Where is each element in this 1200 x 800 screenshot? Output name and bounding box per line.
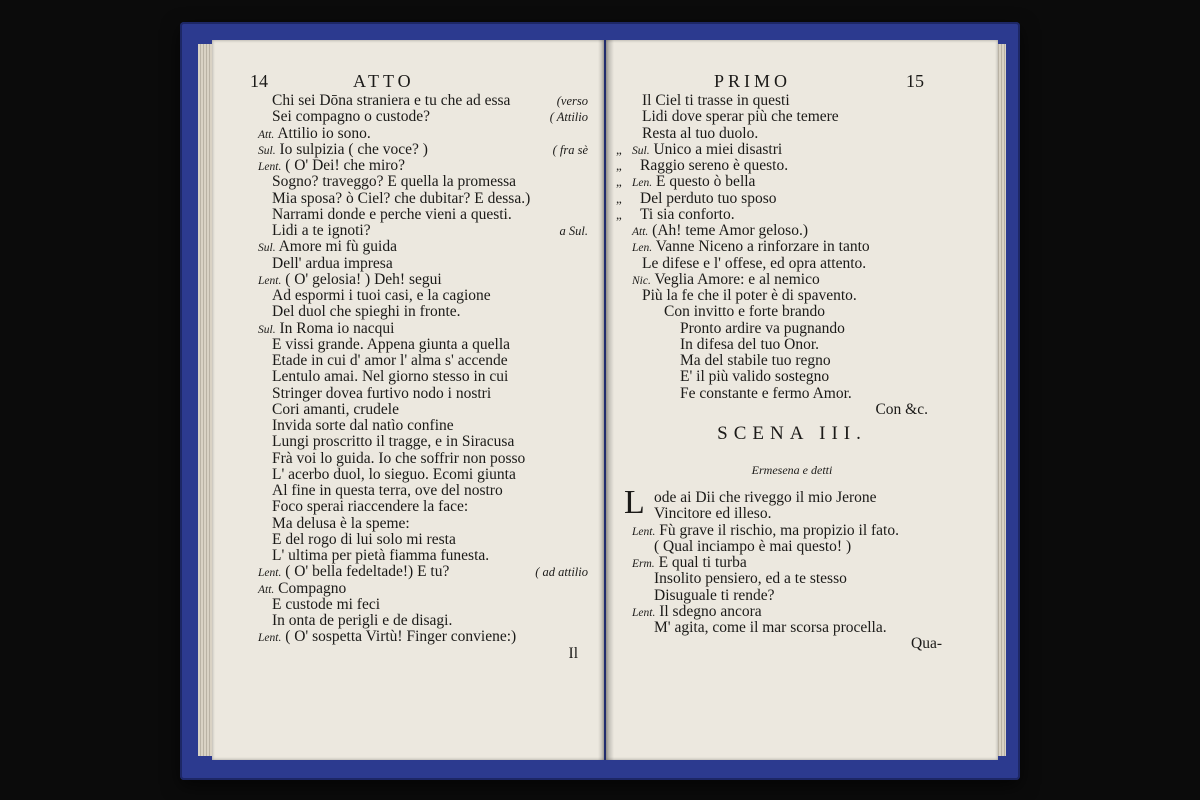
text-line: [258, 402, 588, 418]
speaker-label: Sul.: [258, 242, 276, 255]
aria-end: [632, 402, 952, 418]
line-text: In Roma io nacqui: [279, 319, 395, 337]
right-lines: [616, 92, 952, 304]
stage-direction: ( Attilio: [549, 110, 588, 125]
quotation-mark: „: [616, 206, 622, 222]
left-running-header: [250, 71, 588, 93]
line-text: L' acerbo duol, lo sieguo. Ecomi giunta: [272, 465, 516, 483]
stage-direction: a Sul.: [559, 224, 588, 238]
line-text: Stringer dovea furtivo nodo i nostri: [272, 384, 492, 402]
text-line: [258, 321, 588, 337]
text-line: [258, 353, 588, 369]
line-text: Unico a miei disastri: [653, 140, 783, 158]
speaker-label: Sul.: [258, 323, 276, 336]
speaker-label: Lent.: [632, 525, 656, 538]
text-line: [258, 548, 588, 564]
line-text: Invida sorte dal natìo confine: [272, 417, 454, 434]
text-line: [258, 386, 588, 402]
line-text: Cori amanti, crudele: [272, 400, 399, 418]
stage-direction: (verso: [556, 94, 588, 108]
speaker-label: Lent.: [258, 161, 282, 173]
line-text: Attilio io sono.: [277, 124, 371, 142]
text-line: [632, 523, 952, 539]
catchword: [632, 636, 952, 652]
line-text: Dell' ardua impresa: [272, 254, 393, 272]
text-line: [258, 564, 588, 580]
line-text: Più la fe che il poter è di spavento.: [642, 287, 857, 304]
speaker-label: Att.: [258, 128, 275, 141]
text-line: [258, 239, 588, 255]
line-text: Etade in cui d' amor l' alma s' accende: [272, 352, 508, 369]
line-text: ( Qual inciampo è mai questo! ): [654, 537, 852, 555]
text-line: [258, 272, 588, 288]
text-line: [258, 207, 588, 223]
text-line: [258, 93, 588, 109]
quotation-mark: „: [616, 190, 622, 206]
line-text: Insolito pensiero, ed a te stesso: [654, 570, 847, 588]
speaker-label: Att.: [632, 226, 649, 238]
line-text: In onta de perigli e de disagi.: [272, 612, 453, 629]
line-text: Lidi a te ignoti?: [272, 222, 371, 239]
line-text: Il Ciel ti trasse in questi: [642, 92, 790, 109]
line-text: Del perduto tuo sposo: [640, 189, 777, 207]
quotation-mark: „: [616, 174, 622, 190]
scene-lines: [632, 490, 952, 636]
stage-direction: ( ad attilio: [535, 565, 588, 580]
line-text: ( O' gelosia! ) Deh! segui: [285, 270, 442, 288]
catchword-text: Il: [568, 644, 578, 662]
line-text: Narrami donde e perche vieni a questi.: [272, 205, 512, 223]
text-line: [258, 191, 588, 207]
speaker-label: Len.: [632, 177, 653, 190]
line-text: Ma delusa è la speme:: [272, 514, 410, 532]
line-text: Al fine in questa terra, ove del nostro: [272, 482, 503, 499]
line-text: Vincitore ed illeso.: [654, 505, 772, 523]
text-line: [258, 516, 588, 532]
aria-end-text: Con &c.: [875, 400, 928, 418]
text-line: [258, 174, 588, 190]
drop-cap: L: [624, 484, 645, 521]
text-line: [632, 239, 952, 255]
line-text: Lidi dove sperar più che temere: [642, 108, 839, 126]
line-text: Fù grave il rischio, ma propizio il fato.: [659, 521, 899, 539]
text-line: [616, 205, 952, 223]
text-line: [632, 539, 952, 555]
line-text: Sogno? traveggo? E quella la promessa: [272, 173, 517, 191]
text-line: [258, 451, 588, 467]
line-text: Resta al tuo duolo.: [642, 124, 759, 142]
text-line: [632, 272, 952, 288]
running-head: ATTO: [353, 71, 415, 91]
text-line: [632, 555, 952, 571]
running-head: PRIMO: [714, 71, 792, 91]
text-line: [632, 506, 952, 522]
speaker-label: Lent.: [258, 274, 282, 287]
line-text: E del rogo di lui solo mi resta: [272, 530, 456, 548]
line-text: ( O' sospetta Virtù! Finger conviene:): [285, 628, 517, 646]
aria-line: Ma del stabile tuo regno: [680, 352, 831, 369]
text-line: [258, 337, 588, 353]
text-line: [258, 418, 588, 434]
text-line: [632, 109, 952, 125]
text-line: [632, 126, 952, 142]
scene-body: [624, 484, 952, 636]
text-line: [632, 490, 952, 506]
text-line: [258, 434, 588, 450]
text-line: [632, 93, 952, 109]
text-line: [632, 223, 952, 239]
text-line: [616, 157, 952, 174]
text-line: [258, 629, 588, 645]
line-text: E qual ti turba: [658, 554, 747, 571]
speaker-label: Erm.: [632, 558, 655, 570]
speaker-label: Lent.: [258, 632, 282, 645]
aria-line: E' il più valido sostegno: [680, 368, 830, 386]
text-line: [632, 588, 952, 604]
line-text: M' agita, come il mar scorsa procella.: [654, 619, 887, 636]
text-line: [258, 597, 588, 613]
text-line: [616, 173, 952, 191]
scene-title: SCENA III.: [717, 423, 867, 444]
text-line: [258, 158, 588, 174]
speaker-label: Nic.: [632, 274, 651, 287]
text-line: [258, 613, 588, 629]
text-line: [258, 223, 588, 239]
scene-persons: Ermesena e detti: [751, 463, 833, 477]
speaker-label: Sul.: [632, 144, 650, 157]
aria-line: Fe constante e fermo Amor.: [680, 384, 852, 402]
line-text: Le difese e l' offese, ed opra attento.: [642, 254, 867, 272]
line-text: Foco sperai riaccendere la face:: [272, 498, 469, 516]
line-text: Lungi proscritto il tragge, e in Siracusa: [272, 433, 515, 451]
line-text: E questo ò bella: [656, 173, 756, 191]
speaker-label: Lent.: [258, 567, 282, 580]
text-line: [258, 467, 588, 483]
right-page-text: [616, 71, 952, 653]
line-text: ode ai Dii che riveggo il mio Jerone: [654, 489, 877, 506]
line-text: Del duol che spieghi in fronte.: [272, 303, 461, 321]
left-lines: [258, 93, 588, 646]
right-running-header: [632, 73, 952, 93]
text-line: [258, 369, 588, 385]
speaker-label: Lent.: [632, 606, 656, 619]
line-text: E custode mi feci: [272, 595, 381, 613]
catchword: [258, 646, 588, 662]
speaker-label: Sul.: [258, 144, 276, 157]
text-line: [616, 189, 952, 207]
text-line: [632, 288, 952, 304]
line-text: Disuguale ti rende?: [654, 586, 775, 604]
text-line: [258, 483, 588, 499]
text-line: [258, 581, 588, 597]
text-line: [632, 256, 952, 272]
text-line: [258, 126, 588, 142]
line-text: Frà voi lo guida. Io che soffrir non posso: [272, 449, 526, 467]
quotation-mark: „: [616, 158, 622, 173]
quotation-mark: „: [616, 141, 622, 157]
text-line: [258, 532, 588, 548]
line-text: Chi sei Dōna straniera e tu che ad essa: [272, 92, 511, 109]
text-line: [258, 304, 588, 320]
text-line: [258, 142, 588, 158]
aria-line: In difesa del tuo Onor.: [680, 335, 820, 353]
text-line: [258, 109, 588, 125]
line-text: Veglia Amore: e al nemico: [654, 270, 820, 288]
aria-line: Con invitto e forte brando: [664, 303, 825, 321]
text-line: [632, 571, 952, 587]
line-text: (Ah! teme Amor geloso.): [652, 222, 808, 239]
line-text: L' ultima per pietà fiamma funesta.: [272, 547, 490, 564]
speaker-label: Len.: [632, 242, 653, 255]
line-text: Lentulo amai. Nel giorno stesso in cui: [272, 368, 509, 386]
aria: [632, 304, 952, 402]
text-line: [616, 140, 952, 158]
line-text: Mia sposa? ò Ciel? che dubitar? E dessa.): [272, 189, 531, 207]
text-line: [632, 604, 952, 620]
line-text: ( O' bella fedeltade!) E tu?: [285, 563, 450, 581]
page-number: 15: [906, 71, 924, 91]
line-text: Io sulpizia ( che voce? ): [279, 140, 428, 158]
line-text: Sei compagno o custode?: [272, 108, 430, 126]
text-line: [258, 499, 588, 515]
line-text: Ti sia conforto.: [640, 205, 735, 223]
line-text: Vanne Niceno a rinforzare in tanto: [655, 238, 870, 256]
line-text: E vissi grande. Appena giunta a quella: [272, 335, 511, 353]
line-text: Amore mi fù guida: [278, 238, 397, 256]
line-text: Compagno: [278, 579, 347, 597]
text-line: [258, 256, 588, 272]
speaker-label: Att.: [258, 583, 275, 596]
page-number: 14: [250, 71, 268, 91]
stage-direction: ( fra sè: [552, 142, 588, 157]
line-text: Raggio sereno è questo.: [640, 157, 789, 174]
book-gutter: [598, 40, 614, 760]
line-text: Ad espormi i tuoi casi, e la cagione: [272, 287, 491, 304]
text-line: [632, 620, 952, 636]
catchword-text: Qua-: [911, 635, 942, 653]
text-line: [258, 288, 588, 304]
left-page-text: [250, 71, 588, 662]
line-text: Il sdegno ancora: [659, 602, 762, 620]
aria-line: Pronto ardire va pugnando: [680, 319, 845, 337]
line-text: ( O' Dei! che miro?: [285, 157, 406, 174]
